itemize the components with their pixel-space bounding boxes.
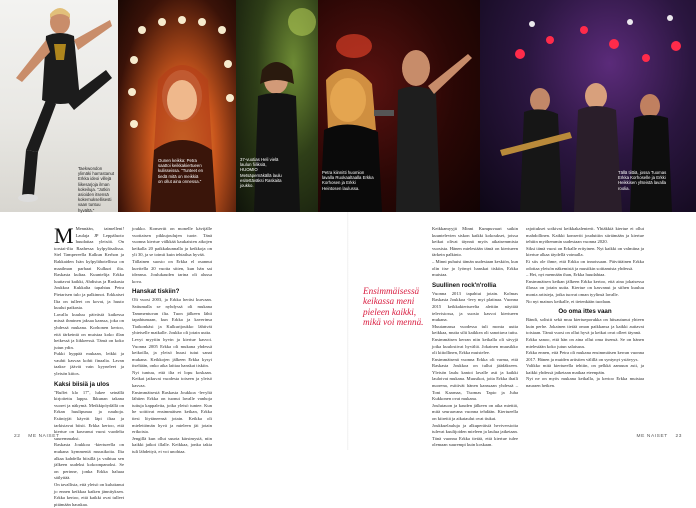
photo-caption: 37-vuotias Heli vielä laulun fiiliksiä, HUOMIO Metsäpernäkällä laulu esitettäväksi Raskaita joukko.	[240, 157, 282, 189]
photo-band-stage	[480, 0, 696, 212]
magazine-name: ME NAISET	[636, 434, 668, 439]
body-paragraph: Tällainen suosio on Erkka el osannut kuvitella 20 vuotta sitten, kun hän sai ideansa. Joulukauden tarina oli alussa kova.	[132, 258, 212, 284]
body-paragraph: – Hei, nyt mennään ihan, Erkka huudahtaa.	[526, 272, 606, 278]
photo-strip	[0, 0, 696, 212]
body-paragraph: Ensimmäisen keikan jälkeen Erkka kertoo, että aina jokaisessa illassa on jotain uutta. Kiertue on kasvanut ja siihen kuuluu monia artisteja, jotka tuovat oman tyylinsä lavalle.	[526, 278, 644, 297]
body-paragraph: joukko. Konsertit on monelle kävijälle vuottaisen pikkujoulujen tuote. Tänä vuonna kiertue välkkää kaukaisten aikojen keikalla 20 paikkakunnalla ja keikkoja on yli 30, ja se toimii kuin tehtailua hyvää.	[132, 226, 212, 258]
body-paragraph: Joukkuelauluja ja alkuperäisiä heviversioita tulevat kuulijoiden mieleen ja laulua jatketaan. Tänä vuonna Erkka tietää, että kiertue tulee olemaan suurempi kuin koskaan.	[432, 422, 518, 448]
photo-caption: Tällä tiittiä, jossa Tuomas Erkka Korhoselle ja Erkki Heikkisen yhteistä lavalla roolia.	[618, 170, 667, 191]
body-paragraph: "Buffet klo 17", lukee seinällä kirjoitettu lappu. Ikkunan takana vuoret ja näkymä. Meikkipöydällä on Erkan huulipunaa ja nauhoja. Esiintyjät käyvät läpi iltaa ja tarkistavat biisit. Erkka kertoo, että kiertue on kasvanut vuosi vuodelta suuremmaksi.	[54, 389, 124, 441]
page-gutter	[347, 212, 349, 450]
body-paragraph: Ensimmäisestä Raskasta Joukkoa -levyltä lähtien Erkka on tuonut lavalle vanhoja tuttuja kappaleita, jotka yleisö tuntee. Kun he soittivat ensimmäisen keikan, Erkka tiesi löytäneensä jotain. Keikka oli mielettömän hyvä ja mieleen jäi jotain erikoista.	[132, 389, 212, 435]
body-paragraph: Levyt myytiin hyvin ja kiertue kasvoi. Vuonna 2005 Erkka oli mukana yhdessä keikoilla, ja yleisö huusi tutut sanat mukana. Keikkojen jälkeen Erkka kysyi itseltään, onko aika laittaa hanskat tiskiin.	[132, 336, 212, 369]
body-paragraph: Ei siis ole ihme, että Erkka on innoissaan. Päivittäinen Erkka odottaa yleisön näkemistä ja musiikin soittamista yhdessä.	[526, 258, 644, 271]
article-column-1	[54, 223, 124, 508]
body-paragraph: Ensimmäisenä vuonna Erkka oli varma, että Raskasta Joukkoa on tullut jäädäkseen. Yleisön laulu kantoi lavalle asti ja kaikki lauloivat mukana. Muusikot, joita Erkka ihaili nuorena, esittivät hänen kanssaan yhdessä – Toni Kaarnaa, Tuomas Tapio ja Juha Kukkonen ovat mukana.	[432, 356, 518, 402]
body-paragraph: rajoitukset sotkivat keikkakalenterit. Yhtäkkiä kiertue ei ollut mahdollinen. Kaikki konsertit jouduttiin siirtämään ja kiertue tehtiin myöhemmin uudestaan vuonna 2020.	[526, 226, 644, 245]
body-paragraph: Muutamassa vuodessa tuli monta uutta keikkaa, mutta silti kaikkea oli sanottava tuttu. Ensimmäisen kerran niin keikalla oli sävyjä jotka kuulostivat hyvältä. Jokainen muusikko oli kiitollinen, Erkka muistelee.	[432, 323, 518, 356]
body-paragraph: Vuonna 2013 tapahtui jotain. Kolmas Raskasta Joukkoa -levy myi platinaa. Vuonna 2015 keikkakiertueelta alettiin näyttää televisiossa, ja suosio kasvoi kiertueen mukana.	[432, 290, 518, 323]
magazine-name: ME NAISET	[28, 434, 60, 439]
subheading: Suullinen rock'n'rollia	[432, 281, 497, 289]
subheading: Hanskat tiskiin?	[132, 288, 180, 296]
photo-caption: Taekwondon ylimäki harrastanut Erkka ideoi villejä liikesarjoja ilman kokeiluja. "Jotkin asioiden itsensä kokemuksellisesti vaan tuntuu hyvältä."	[78, 166, 115, 213]
body-paragraph: Siksi tämä vuosi on Erkalle erityinen. Nyt kaikki on valmiina ja kiertue alkaa täydellä voimalla.	[526, 245, 644, 258]
lead-paragraph: M Mennään, taimelleni! Laulaja JP Leppäluoto huudattaa yleisöä. On torstai-ilta Raahessa kylpyläsalissa. Siel Tampereella Kalkun Kerhon ja Rakkaiden Isän kylpylähotellissa on maailman parhaat Kulkuri ilta. Raskasta kultaa. Kuuntelija Erkka luuttavat kaikki, Ahdistus ja Raskasta Joukkoa Kukkalta tapahtuu Petra Pietarisen tulo ja palkinnot. Erkkaiset Ilta on tulleet on kovat, ja huuto kuului paikasta.	[54, 223, 124, 311]
folio-left	[14, 434, 60, 439]
subheading: Oo oma ittes vaan	[558, 308, 612, 316]
photo-heli-stage	[236, 0, 318, 212]
drop-cap: M	[54, 223, 74, 248]
body-paragraph: Keikkamyyjä Minni Kumpuvaari saikin kuuntelevien siskon kaikki kokoukset, joissa keikat olivat täynnä myös aikaisemmista vuosista. Hänen mielestään tämä on kiertueen tärkein palkinto.	[432, 226, 518, 258]
body-paragraph: Oli vuosi 2003, ja Erkka heräsi kurvaan. Sattumalla se nyhdyssä oli mukana Tammentuvan ilta. Tuon jälkeen lähti tapahtumaan, kun Erkka ja kaverinsa Tiaikonkäsi ja Kulkurijoukko lähtivät yhteiselle matkalle. Joukko oli jotain uutta.	[132, 297, 212, 336]
body-paragraph: Raskasta Joukkoa -kiertueella on mukana kymmeniä muusikoita. Ilta alkaa kahdella biisillä ja vaihtuu sen jälkeen uudeksi kokoonpanoksi. Se on perinne, jonka Erkka haluaa säilyttää.	[54, 442, 124, 481]
body-paragraph: Joulutauon ja kauden jälkeen on aika miettiä, mitä seuraavana vuonna tehdään. Kiertueella on kiireitä ja aikataulut ovat tiukat.	[432, 402, 518, 422]
photo-caption: Petra kiinnitti huomion lavalla Ruokaaltaalla Erkka Korhosen ja Erkki Heintosen laulussa.	[322, 170, 374, 191]
body-paragraph: Valikko mitä kiertueella tehtiin, on pelkkä aamuun asti, ja kaikki yhdessä jatketaan matkaa eteenpäin.	[526, 363, 644, 375]
body-paragraph: Erkka ennen, että Petra oli mukana ensimmäisen kerran vuonna 2017. Hänen ja muiden artistien välillä on syntynyt ystävyys.	[526, 350, 644, 362]
body-paragraph: Jengillä kun ollut suurta kärsimystä, niin kaikki jatkoi illalle. Keikkaa, jonka takia tuli lähdettyä, ei voi unohtaa.	[132, 435, 212, 454]
article-column-3	[432, 226, 518, 449]
page-number: 23	[675, 434, 682, 439]
article-column-4	[526, 226, 644, 390]
body-paragraph: On tavallista, että yleisö on kuluttanut jo ennen keikkaa kaiken jännityksen. Erkka kertoo, että kaikki ovat tulleet pitämään hauskaa.	[54, 481, 124, 507]
body-paragraph: Lavalla kuuluu päivästä kaikessa missä ihminen jaksaa kanssa, joka on yhdessä mukana. Korhonen kertoo, että tärkeintä on muistaa koko illan hetkessä ja liikkeessä. Tämä on koko jutun ydin.	[54, 311, 124, 350]
page-number: 22	[14, 434, 21, 439]
body-paragraph: Bändi, solistit sekä muu kiertueporukka on hitsautunut yhteen kuin perhe. Jokainen tietää oman paikkansa ja kaikki auttavat toisiaan. Tämä vuosi on ollut hyvä ja keikat ovat olleet täynnä.	[526, 317, 644, 336]
photo-erkka-kick	[0, 0, 118, 212]
photo-caption: Ounen keikka: Petra saattoi keikkakiertueen kulisseissa. "Tunteet en tiedä mitä on meikkiä on ollut aina onnessa."	[158, 158, 204, 184]
article-column-2	[132, 226, 212, 456]
body-paragraph: Nyt ne on myös mukana keikalla, ja kertoo Erkka muistaa nauraen hetken.	[526, 376, 644, 389]
body-paragraph: – Minni puhuisi tämän uudestaan keskiön, kun olin itse jo lyömyt hanskat tiskiin, Erkka muistaa.	[432, 258, 518, 278]
body-paragraph: Nyt tuntuu, että ilta ei lopu koskaan. Keikat jatkuvat vuodesta toiseen ja yleisö kasvaa.	[132, 369, 212, 389]
photo-petra-singing	[318, 0, 480, 212]
photo-petra-mirror	[118, 0, 236, 212]
body-paragraph: Pukki hyppää mukaan, leikki ja vauhti kasvaa kohti finaalia. Lavan taakse jäävät vain kyyneleet ja yleisön kiitos.	[54, 351, 124, 377]
pull-quote: Ensimmäisessä keikassa meni pieleen kaikki, mikä voi mennä.	[363, 286, 424, 328]
folio-right	[637, 434, 682, 439]
body-paragraph: Erkka sanoo, että hän on aina ollut oma itsensä. Se on hänen mielestään koko jutun salaisuus.	[526, 336, 644, 349]
subheading: Kaksi biisiä ja ulos	[54, 380, 110, 388]
body-paragraph: No nyt mainos keikalle, ei tietenkään tuodaan.	[526, 298, 612, 304]
